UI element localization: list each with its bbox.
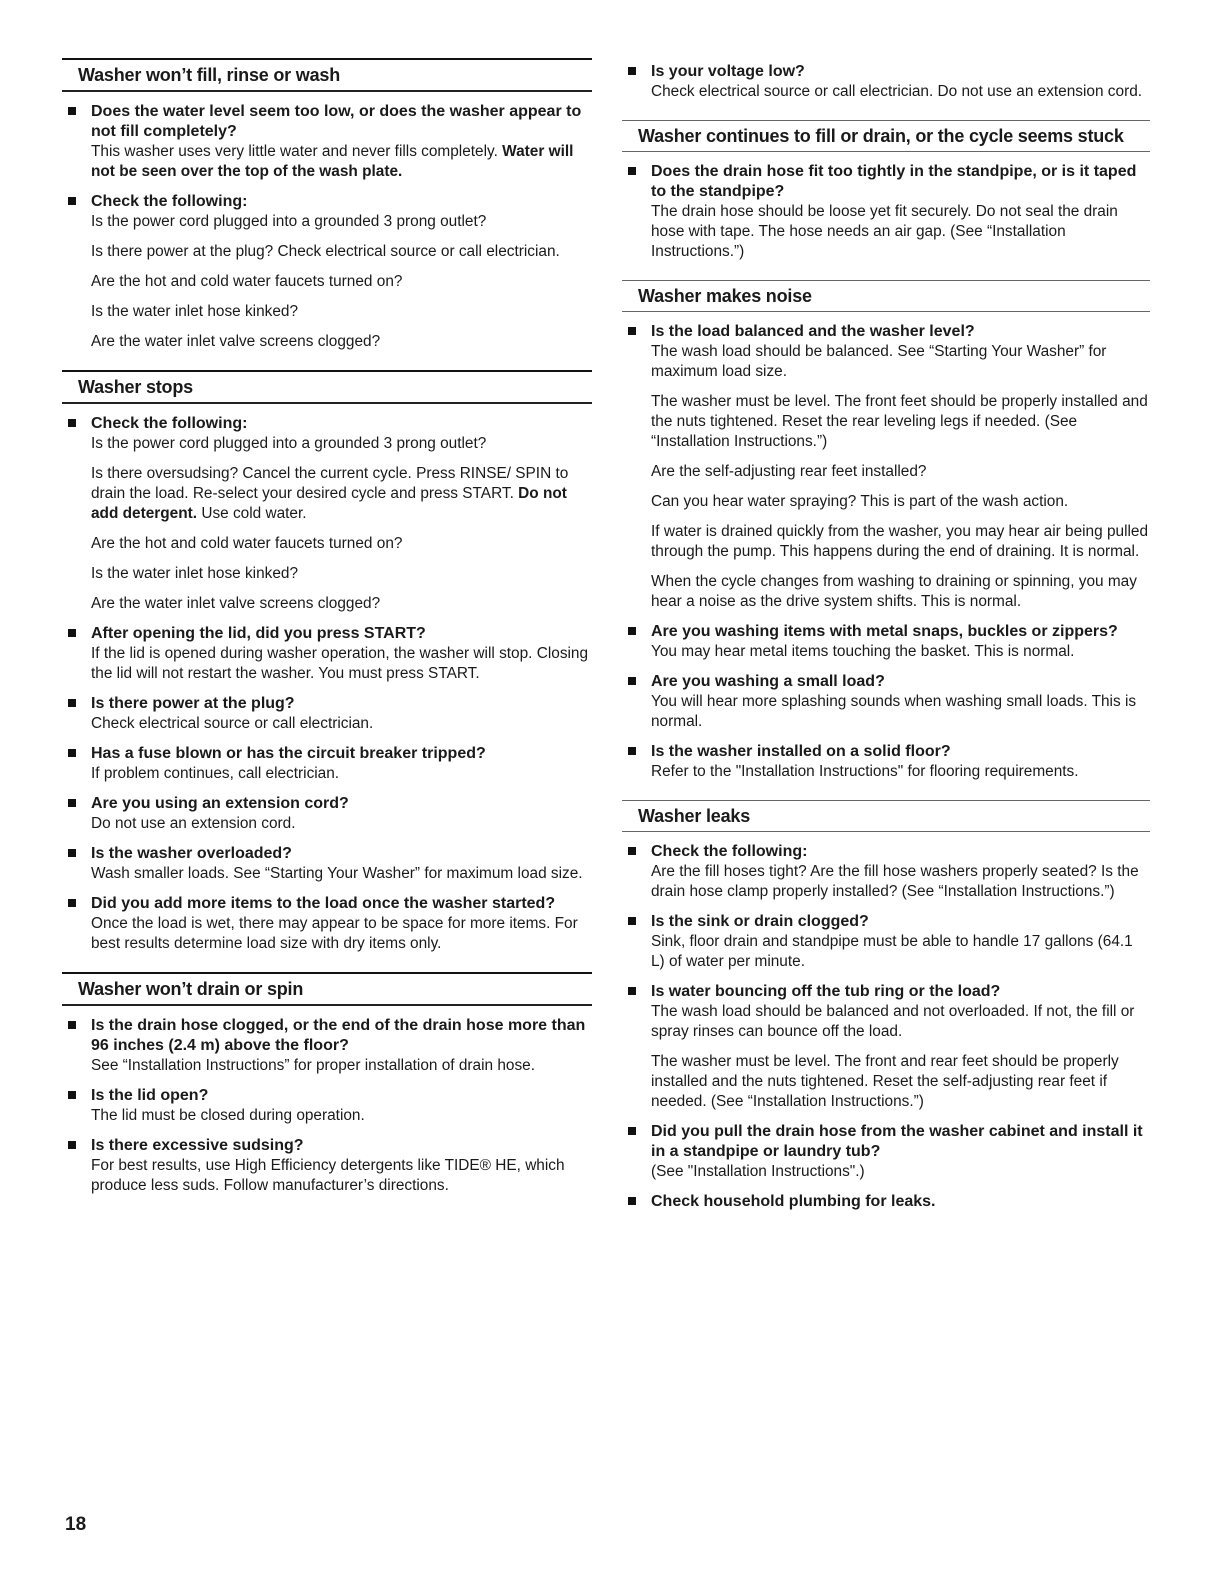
square-bullet-icon bbox=[68, 1021, 76, 1029]
section-wont-drain-continued bbox=[622, 62, 1150, 102]
section-wont-drain bbox=[62, 972, 592, 1196]
question: Check the following: bbox=[651, 843, 808, 860]
answer: Is the power cord plugged into a grounded 3 prong outlet? bbox=[91, 435, 487, 452]
section-header bbox=[622, 800, 1150, 832]
answer: Are the water inlet valve screens clogged? bbox=[91, 333, 381, 350]
answer bbox=[91, 464, 592, 524]
question: Is water bouncing off the tub ring or the load? bbox=[651, 983, 1001, 1000]
list-item bbox=[622, 322, 1150, 612]
answer: See “Installation Instructions” for proper installation of drain hose. bbox=[91, 1057, 535, 1074]
answer: (See "Installation Instructions".) bbox=[651, 1163, 865, 1180]
answer: Check electrical source or call electrician. bbox=[91, 715, 374, 732]
section-continues-fill bbox=[622, 120, 1150, 262]
square-bullet-icon bbox=[628, 747, 636, 755]
list-item bbox=[622, 742, 1150, 782]
list-item bbox=[62, 694, 592, 734]
answer: Are the fill hoses tight? Are the fill hose washers properly seated? Is the drain hose clamp properly installed? (See “Installation Instructions.”) bbox=[651, 863, 1139, 900]
answer: You will hear more splashing sounds when washing small loads. This is normal. bbox=[651, 693, 1137, 730]
section-title: Washer stops bbox=[78, 377, 193, 397]
question: Is the lid open? bbox=[91, 1087, 209, 1104]
square-bullet-icon bbox=[628, 67, 636, 75]
answer: The washer must be level. The front feet should be properly installed and the nuts tightened. Reset the rear leveling legs if needed. (See “Installation Instructions.”) bbox=[651, 393, 1148, 450]
answer: The lid must be closed during operation. bbox=[91, 1107, 365, 1124]
list-item bbox=[62, 894, 592, 954]
question: Is the washer overloaded? bbox=[91, 845, 292, 862]
square-bullet-icon bbox=[68, 107, 76, 115]
answer: If water is drained quickly from the washer, you may hear air being pulled through the pump. This happens during the end of draining. It is normal. bbox=[651, 523, 1149, 560]
square-bullet-icon bbox=[68, 1091, 76, 1099]
answer: If the lid is opened during washer operation, the washer will stop. Closing the lid will not restart the washer. You must press START. bbox=[91, 645, 589, 682]
list-item bbox=[62, 414, 592, 614]
list-item bbox=[62, 844, 592, 884]
answer: If problem continues, call electrician. bbox=[91, 765, 340, 782]
question: Is the drain hose clogged, or the end of the drain hose more than 96 inches (2.4 m) above the floor? bbox=[91, 1017, 586, 1054]
section-header bbox=[62, 58, 592, 92]
question: After opening the lid, did you press START? bbox=[91, 625, 426, 642]
square-bullet-icon bbox=[68, 749, 76, 757]
question: Does the drain hose fit too tightly in the standpipe, or is it taped to the standpipe? bbox=[651, 163, 1137, 200]
answer-emphasis: Do not add detergent. bbox=[91, 485, 567, 522]
square-bullet-icon bbox=[68, 799, 76, 807]
page-number: 18 bbox=[65, 1514, 87, 1535]
question: Is your voltage low? bbox=[651, 63, 805, 80]
question: Is the load balanced and the washer level? bbox=[651, 323, 975, 340]
question: Did you pull the drain hose from the washer cabinet and install it in a standpipe or laundry tub? bbox=[651, 1123, 1143, 1160]
square-bullet-icon bbox=[628, 847, 636, 855]
square-bullet-icon bbox=[68, 629, 76, 637]
answer: The washer must be level. The front and rear feet should be properly installed and the nuts tightened. Reset the self-adjusting rear feet if needed. (See “Installation Instructions.”) bbox=[651, 1053, 1119, 1110]
square-bullet-icon bbox=[68, 699, 76, 707]
answer: Refer to the "Installation Instructions" for flooring requirements. bbox=[651, 763, 1079, 780]
answer: Is the water inlet hose kinked? bbox=[91, 303, 299, 320]
square-bullet-icon bbox=[68, 849, 76, 857]
list-item bbox=[62, 624, 592, 684]
question: Is there power at the plug? bbox=[91, 695, 295, 712]
answer: Are the hot and cold water faucets turned on? bbox=[91, 535, 403, 552]
list-item bbox=[62, 102, 592, 182]
answer-emphasis: Water will not be seen over the top of the wash plate. bbox=[91, 143, 574, 180]
answer: Sink, floor drain and standpipe must be able to handle 17 gallons (64.1 L) of water per minute. bbox=[651, 933, 1133, 970]
square-bullet-icon bbox=[628, 627, 636, 635]
answer: Once the load is wet, there may appear to be space for more items. For best results determine load size with dry items only. bbox=[91, 915, 578, 952]
list-item bbox=[622, 912, 1150, 972]
section-title: Washer continues to fill or drain, or the cycle seems stuck bbox=[638, 126, 1124, 146]
answer-text: Is there oversudsing? Cancel the current cycle. Press RINSE/ SPIN to drain the load. Re-select your desired cycle and press START. bbox=[91, 465, 569, 502]
square-bullet-icon bbox=[68, 197, 76, 205]
list-item bbox=[622, 1122, 1150, 1182]
question: Check the following: bbox=[91, 415, 248, 432]
square-bullet-icon bbox=[628, 1197, 636, 1205]
square-bullet-icon bbox=[628, 917, 636, 925]
section-header bbox=[62, 370, 592, 404]
question: Is the sink or drain clogged? bbox=[651, 913, 869, 930]
square-bullet-icon bbox=[628, 987, 636, 995]
answer: Wash smaller loads. See “Starting Your Washer” for maximum load size. bbox=[91, 865, 583, 882]
answer: Can you hear water spraying? This is part of the wash action. bbox=[651, 493, 1069, 510]
list-item bbox=[622, 162, 1150, 262]
section-stops bbox=[62, 370, 592, 954]
question: Has a fuse blown or has the circuit breaker tripped? bbox=[91, 745, 486, 762]
answer: The wash load should be balanced. See “Starting Your Washer” for maximum load size. bbox=[651, 343, 1107, 380]
square-bullet-icon bbox=[68, 419, 76, 427]
question: Did you add more items to the load once the washer started? bbox=[91, 895, 556, 912]
answer: Do not use an extension cord. bbox=[91, 815, 296, 832]
section-title: Washer makes noise bbox=[638, 286, 812, 306]
square-bullet-icon bbox=[628, 677, 636, 685]
answer: Is the water inlet hose kinked? bbox=[91, 565, 299, 582]
answer: Is the power cord plugged into a grounded 3 prong outlet? bbox=[91, 213, 487, 230]
square-bullet-icon bbox=[68, 1141, 76, 1149]
section-header bbox=[622, 120, 1150, 152]
answer: Check electrical source or call electrician. Do not use an extension cord. bbox=[651, 83, 1143, 100]
answer: You may hear metal items touching the basket. This is normal. bbox=[651, 643, 1075, 660]
answer bbox=[91, 142, 592, 182]
list-item bbox=[622, 982, 1150, 1112]
answer: Is there power at the plug? Check electrical source or call electrician. bbox=[91, 243, 560, 260]
right-column bbox=[622, 62, 1150, 1230]
question: Are you using an extension cord? bbox=[91, 795, 349, 812]
list-item bbox=[62, 744, 592, 784]
square-bullet-icon bbox=[68, 899, 76, 907]
answer-text: This washer uses very little water and never fills completely. bbox=[91, 143, 498, 160]
section-leaks bbox=[622, 800, 1150, 1212]
section-title: Washer won’t drain or spin bbox=[78, 979, 304, 999]
list-item bbox=[622, 842, 1150, 902]
list-item bbox=[62, 1086, 592, 1126]
answer: Are the water inlet valve screens clogged? bbox=[91, 595, 381, 612]
section-title: Washer won’t fill, rinse or wash bbox=[78, 65, 340, 85]
section-title: Washer leaks bbox=[638, 806, 750, 826]
square-bullet-icon bbox=[628, 1127, 636, 1135]
question: Check household plumbing for leaks. bbox=[651, 1193, 936, 1210]
section-wont-fill bbox=[62, 58, 592, 352]
question: Are you washing items with metal snaps, buckles or zippers? bbox=[651, 623, 1118, 640]
section-header bbox=[62, 972, 592, 1006]
question: Are you washing a small load? bbox=[651, 673, 885, 690]
question: Is the washer installed on a solid floor? bbox=[651, 743, 951, 760]
section-header bbox=[622, 280, 1150, 312]
list-item bbox=[622, 622, 1150, 662]
answer: Are the hot and cold water faucets turned on? bbox=[91, 273, 403, 290]
square-bullet-icon bbox=[628, 327, 636, 335]
answer: For best results, use High Efficiency detergents like TIDE® HE, which produce less suds. Follow manufacturer’s directions. bbox=[91, 1157, 565, 1194]
list-item bbox=[62, 192, 592, 352]
list-item bbox=[622, 672, 1150, 732]
list-item bbox=[62, 794, 592, 834]
square-bullet-icon bbox=[628, 167, 636, 175]
answer-text: Use cold water. bbox=[201, 505, 307, 522]
answer: The wash load should be balanced and not overloaded. If not, the fill or spray rinses can bounce off the load. bbox=[651, 1003, 1135, 1040]
answer: Are the self-adjusting rear feet installed? bbox=[651, 463, 927, 480]
list-item bbox=[62, 1016, 592, 1076]
question: Is there excessive sudsing? bbox=[91, 1137, 304, 1154]
list-item bbox=[622, 62, 1150, 102]
section-noise bbox=[622, 280, 1150, 782]
list-item bbox=[62, 1136, 592, 1196]
list-item bbox=[622, 1192, 1150, 1212]
question: Check the following: bbox=[91, 193, 248, 210]
answer: The drain hose should be loose yet fit securely. Do not seal the drain hose with tape. The hose needs an air gap. (See “Installation Instructions.”) bbox=[651, 203, 1118, 260]
question: Does the water level seem too low, or does the washer appear to not fill completely? bbox=[91, 103, 582, 140]
left-column bbox=[62, 58, 592, 1214]
answer: When the cycle changes from washing to draining or spinning, you may hear a noise as the drive system shifts. This is normal. bbox=[651, 573, 1137, 610]
